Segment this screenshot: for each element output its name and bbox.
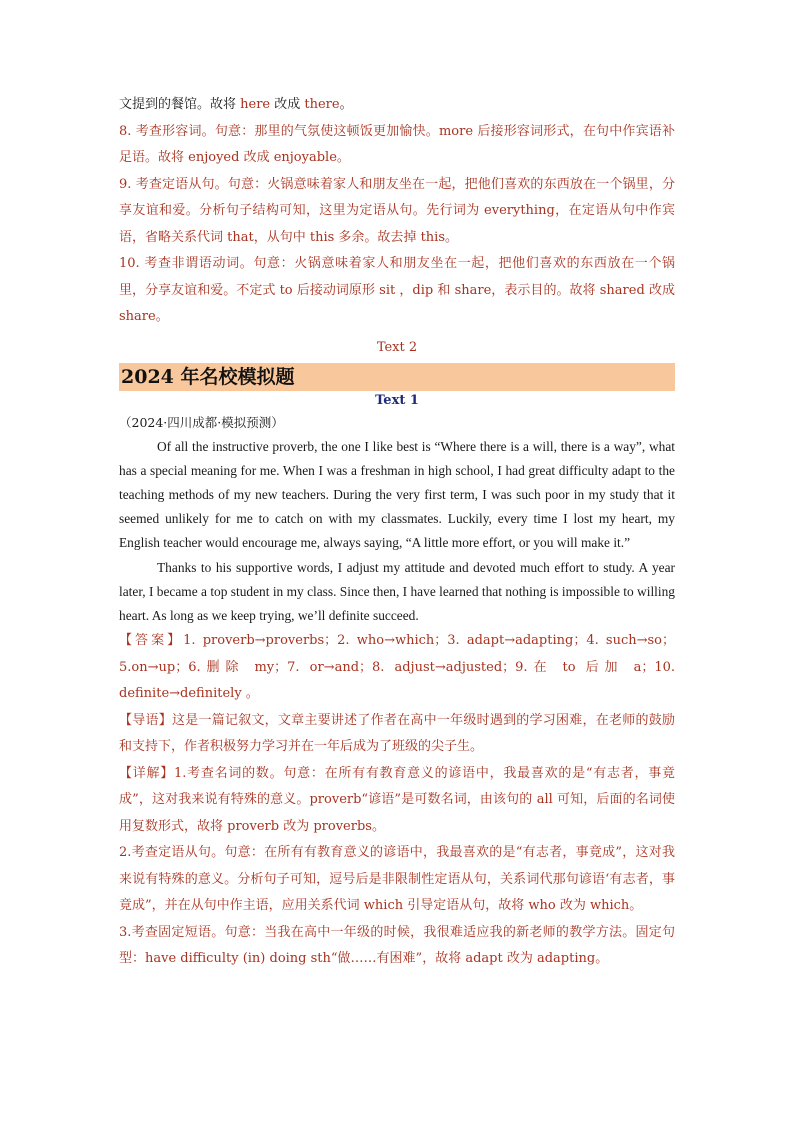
answer-block [119,628,675,708]
explanation-line-7-end [119,92,675,119]
keyword: everything [484,203,555,218]
guide-block [119,708,675,761]
text: 1.考查名词的数。句意：在所有有教育意义的谚语中，我最喜欢的是“有志者，事竟成”，这对我来说有特殊的意义。 [119,765,675,808]
keyword: have difficulty (in) doing sth [145,951,331,967]
keyword: here [240,97,271,112]
keyword: enjoyed [188,150,240,165]
keyword: enjoyable [273,150,337,165]
text: 改成 [239,150,274,165]
text-1-heading: Text 1 [375,392,419,408]
detail-item-1 [119,761,675,841]
section-banner: 2024 年名校模拟题 [119,363,675,391]
explanation-item-10 [119,251,675,331]
explanation-item-8 [119,119,675,172]
text: 改为 [502,951,537,967]
keyword: this [420,229,445,245]
text: 改成 [270,97,305,112]
text: ，从句中 [253,229,310,245]
passage-paragraph-2: Thanks to his supportive words, I adjust my attitude and devoted much effort to study. A year later, I became a top student in my class. Since then, I have learned that nothing is impossible to willing heart. As long as we keep trying, we’ll definite succeed. [119,559,675,623]
text: 3.考查固定短语。句意：当我在高中一年级的时候，我很难适应我的新老师的教学方法。固定句型： [119,924,675,967]
text: ，在定语从句中作宾语，省略关系代词 [119,203,675,245]
text: 。 [629,898,643,914]
text: 。 [445,229,459,245]
text: 可知，后面的名词使用复数形式，故将 [119,792,675,834]
text: 多余。故去掉 [334,229,421,245]
text: 改为 [555,898,590,914]
explanation-item-9 [119,172,675,252]
keyword: adapt [465,951,503,967]
keyword: which [363,898,404,914]
keyword: proverb [309,792,362,808]
text: 语补足语。故将 [119,123,675,165]
text: “谚语”是可数名词，由该句的 [361,792,537,808]
keyword: more [438,123,474,139]
text: 改成 [644,282,675,298]
text: “做……有困难”，故将 [330,951,466,967]
text: 改为 [279,818,314,834]
page-content [119,92,675,973]
text: 。 [336,150,350,165]
keyword: proverbs [313,818,372,834]
detail-item-2 [119,840,675,920]
answer-text: 1. proverb→proverbs；2. who→which；3. adapt→adapting；4. such→so；5.on→up；6.删除 my；7. or→and；8. adjust→adjusted；9.在 to 后加 a；10. definite→definitely 。 [119,633,675,702]
text: 2.考查定语从句。句意：在所有有教育意义的谚语中，我最喜欢的是“有志者，事竟成”，这对我来说有特殊的意义。分析句子可知，逗号后是非限制性定语从句，关系词代那句谚语‘有志者，事竟成”，并在从句中作主语，应用关系代词 [119,845,675,914]
keyword: all [536,792,553,808]
text: 。 [155,309,169,324]
keyword: this [309,229,335,245]
text: 文提到的餐馆。故将 [119,97,241,112]
keyword: which [589,898,630,914]
answer-label: 【答案】 [119,633,184,649]
keyword: shared [599,282,645,298]
guide-label: 【导语】 [119,712,172,728]
text: 9. 考查定语从句。句意：火锅意味着家人和朋友坐在一起，把他们喜欢的东西放在一个锅里，分享友谊和爱。分析句子结构可知，这里为定语从句。先行词为 [119,176,675,218]
text: 后接形容词形式，在句中作宾 [477,123,649,139]
text: 。 [339,97,353,112]
keyword: share [119,309,156,324]
detail-item-3 [119,920,675,973]
keyword: that [227,229,254,245]
text: 。 [371,818,385,834]
passage-paragraph-1: Of all the instructive proverb, the one I like best is “Where there is a will, there is a way”, what has a special meaning for me. When I was a freshman in high school, I had great difficulty adapt to the teaching methods of my new teachers. During the very first term, I was such poor in my study that it seemed unlikely for me to catch on with my classmates. Luckily, every time I lost my heart, my English teacher would encourage me, always saying, “A little more effort, or you will make it.” [119,438,675,551]
keyword: adapting [536,951,596,967]
detail-label: 【详解】 [119,765,174,781]
text: 10. 考查非谓语动词。句意：火锅意味着家人和朋友坐在一起，把他们喜欢的东西放在一个锅里，分享友谊和爱。不定式 to 后接动词原形 sit ，dip 和 share，表示目的。故将 [119,256,675,298]
text: 8. 考查形容词。句意：那里的气氛使这顿饭更加愉快。 [119,123,439,139]
keyword: proverb [227,818,280,834]
source-note: （2024·四川成都·模拟预测） [119,414,284,430]
text-2-heading: Text 2 [376,339,418,355]
keyword: who [528,898,556,914]
text: 。 [595,951,609,967]
keyword: there [304,97,340,112]
text: 引导定语从句，故将 [403,898,529,914]
guide-text: 这是一篇记叙文，文章主要讲述了作者在高中一年级时遇到的学习困难，在老师的鼓励和支持下，作者积极努力学习并在一年后成为了班级的尖子生。 [119,712,675,755]
